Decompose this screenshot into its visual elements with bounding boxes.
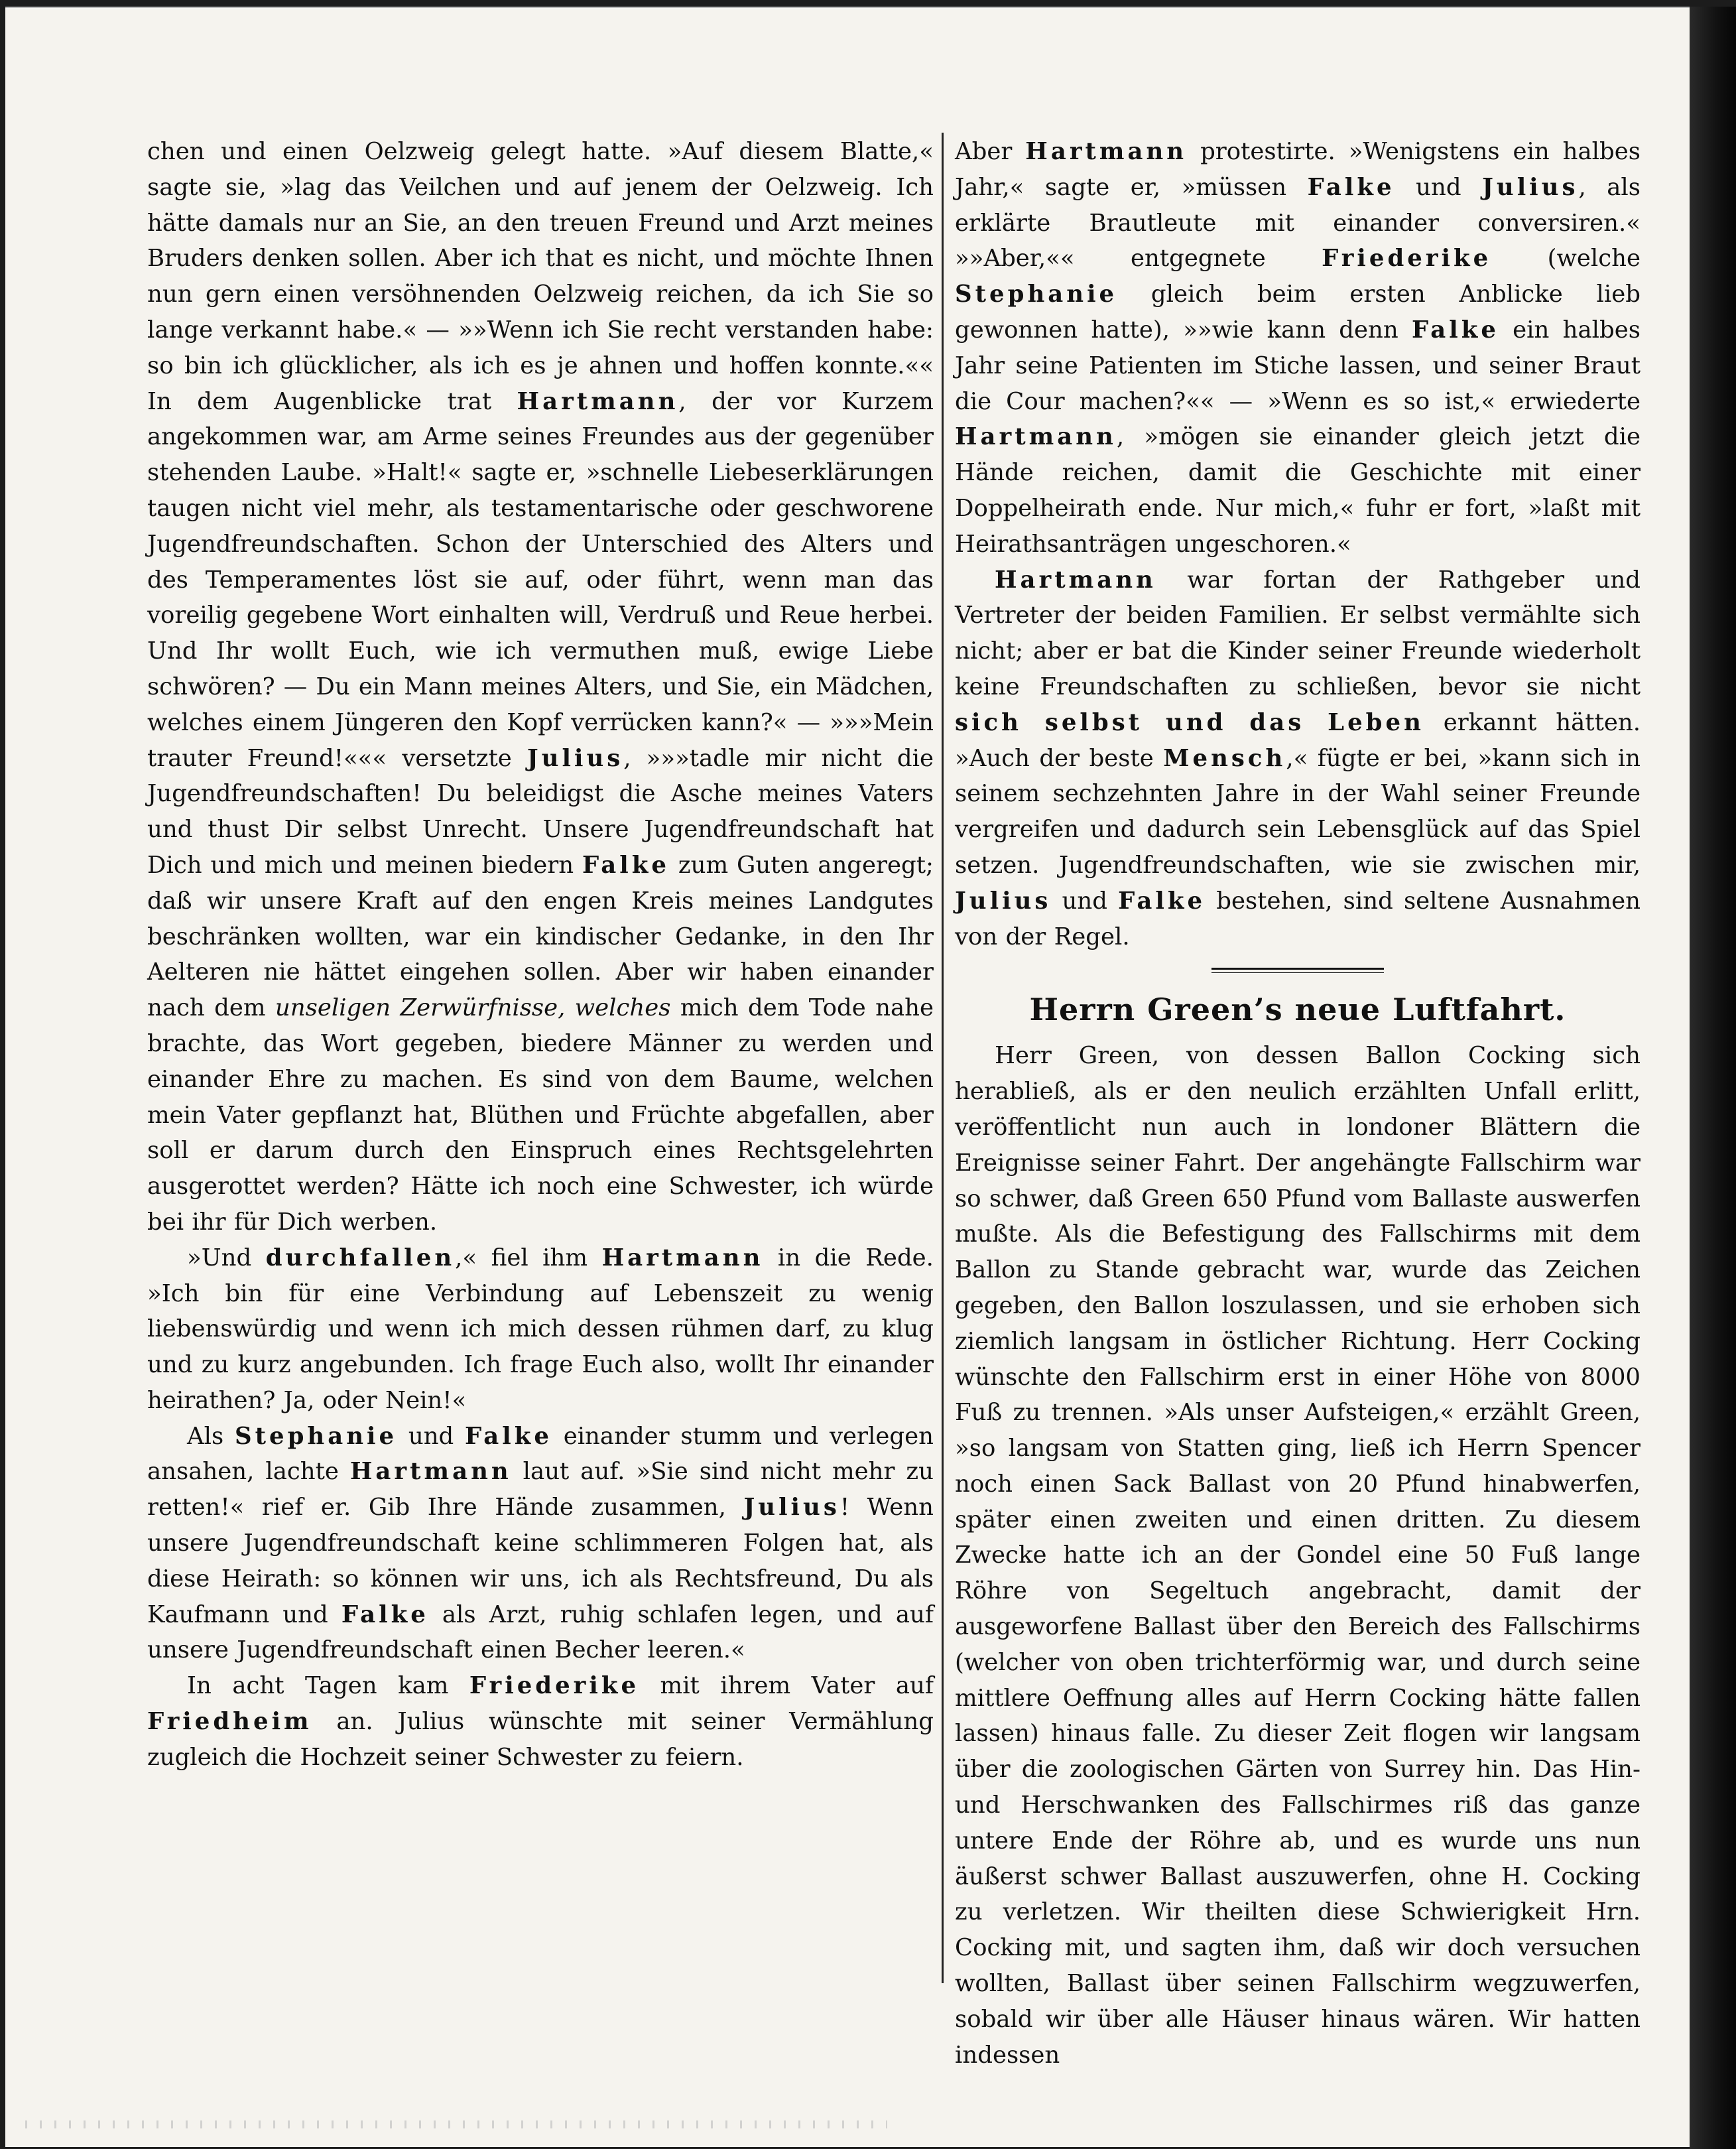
text-run: und bbox=[408, 1422, 454, 1450]
name-falke: Falke bbox=[1118, 887, 1206, 915]
text-run: , der vor Kurzem angekommen war, am Arme seines Freundes aus der gegenüber stehenden Laube. »Halt!« sagte er, »schnelle Liebeserklärungen taugen nicht viel mehr, als testamentarische oder geschworene Jugendfreundschaften. Schon der Unterschied des Alters und des Temperamentes löst sie auf, oder führt, wenn man das voreilig gegebene Wort einhalten will, Verdruß und Reue herbei. Und Ihr wollt Euch, wie ich vermuthen muß, ewige Liebe schwören? — Du ein Mann meines Alters, und Sie, ein Mädchen, welches einem Jüngeren den Kopf verrücken kann?« — »»»Mein trauter Freund!««« versetzte bbox=[147, 387, 934, 772]
name-julius: Julius bbox=[1482, 173, 1579, 201]
text-run: an. Julius wünschte mit seiner Vermählung zugleich die Hochzeit seiner Schwester zu feiern. bbox=[147, 1708, 934, 1771]
name-falke: Falke bbox=[341, 1600, 429, 1628]
name-julius: Julius bbox=[955, 887, 1052, 915]
left-paragraph-4 bbox=[147, 1668, 934, 1775]
name-hartmann: Hartmann bbox=[955, 423, 1117, 451]
scan-artifact bbox=[25, 2120, 887, 2128]
name-falke: Falke bbox=[582, 851, 670, 879]
column-divider bbox=[942, 133, 944, 1983]
right-paragraph-1 bbox=[955, 134, 1641, 562]
text-run: In acht Tagen kam bbox=[187, 1672, 449, 1700]
spaced-word: durchfallen bbox=[265, 1244, 456, 1271]
name-friedheim: Friedheim bbox=[147, 1708, 312, 1736]
text-run: gleich beim ersten Anblicke lieb gewonnen hatte), »»wie kann denn bbox=[955, 281, 1641, 344]
left-paragraph-1 bbox=[147, 134, 934, 1240]
name-hartmann: Hartmann bbox=[995, 566, 1156, 594]
text-run: in die Rede. »Ich bin für eine Verbindung auf Lebenszeit zu wenig liebenswürdig und wenn ich mich dessen rühmen darf, zu klug und zu kurz angebunden. Ich frage Euch also, wollt Ihr einander heirathen? Ja, oder Nein!« bbox=[147, 1244, 934, 1414]
text-run: zum Guten angeregt; daß wir unsere Kraft auf den engen Kreis meines Landgutes beschränken wollten, war ein kindischer Gedanke, in den Ihr Aelteren nie hättet eingehen sollen. Aber wir haben einander nach dem bbox=[147, 851, 934, 1022]
name-friederike: Friederike bbox=[1322, 245, 1492, 273]
spaced-phrase: sich selbst und das Leben bbox=[955, 708, 1424, 736]
name-stephanie: Stephanie bbox=[955, 281, 1118, 308]
text-run: (welche bbox=[1547, 245, 1641, 273]
text-run: bestehen, sind seltene Ausnahmen von der Regel. bbox=[955, 887, 1641, 950]
text-run: , »»»tadle mir nicht die Jugendfreundschaften! Du beleidigst die Asche meines Vaters und thust Dir selbst Unrecht. Unsere Jugendfreundschaft hat Dich und mich und meinen biedern bbox=[147, 744, 934, 879]
name-hartmann: Hartmann bbox=[1025, 138, 1188, 165]
text-run: Als bbox=[187, 1422, 224, 1450]
text-run: mit ihrem Vater auf bbox=[660, 1672, 934, 1700]
text-run: ,« fügte er bei, »kann sich in seinem sechzehnten Jahre in der Wahl seiner Freunde vergreifen und dadurch sein Lebensglück auf das Spiel setzen. Jugendfreundschaften, wie sie zwischen mir, bbox=[955, 744, 1641, 879]
left-column bbox=[147, 134, 934, 1776]
name-hartmann: Hartmann bbox=[349, 1458, 512, 1486]
text-run: als Arzt, ruhig schlafen legen, und auf unsere Jugendfreundschaft einen Becher leeren.« bbox=[147, 1600, 934, 1664]
spaced-word: Mensch bbox=[1163, 744, 1286, 772]
text-run: laut auf. »Sie sind nicht mehr zu retten!« rief er. Gib Ihre Hände zusammen, bbox=[147, 1458, 934, 1522]
text-run: einander stumm und verlegen ansahen, lachte bbox=[147, 1422, 934, 1486]
name-julius: Julius bbox=[743, 1494, 840, 1522]
text-run: Herr Green, von dessen Ballon Cocking sich herabließ, als er den neulich erzählten Unfall erlitt, veröffentlicht nun auch in londoner Blättern die Ereignisse seiner Fahrt. Der angehängte Fallschirm war so schwer, daß Green 650 Pfund vom Ballaste auswerfen mußte. Als die Befestigung des Fallschirms mit dem Ballon zu Stande gebracht war, wurde das Zeichen gegeben, den Ballon loszulassen, und sie erhoben sich ziemlich langsam in östlicher Richtung. Herr Cocking wünschte den Fallschirm erst in einer Höhe von 8000 Fuß zu trennen. »Als unser Aufsteigen,« erzählt Green, »so langsam von Statten ging, ließ ich Herrn Spencer noch einen Sack Ballast von 20 Pfund hinabwerfen, später einen zweiten und einen dritten. Zu diesem Zwecke hatte ich an der Gondel eine 50 Fuß lange Röhre von Segeltuch angebracht, damit der ausgeworfene Ballast über den Bereich des Fallschirms (welcher von oben trichterförmig war, und durch seine mittlere Oeffnung alles auf Herrn Cocking hätte fallen lassen) hinaus falle. Zu dieser Zeit flogen wir langsam über die zoologischen Gärten von Surrey hin. Das Hin- und Herschwanken des Fallschirmes riß das ganze untere Ende der Röhre ab, und es wurde uns nun äußerst schwer Ballast auszuwerfen, ohne H. Cocking zu verletzen. Wir theilten diese Schwierigkeit Hrn. Cocking mit, und sagten ihm, daß wir doch versuchen wollten, Ballast über seinen Fallschirm wegzuwerfen, sobald wir über alle Häuser hinaus wären. Wir hatten indessen bbox=[955, 1042, 1641, 2069]
text-run: chen und einen Oelzweig gelegt hatte. »Auf diesem Blatte,« sagte sie, »lag das Veilchen und auf jenem der Oelzweig. Ich hätte damals nur an Sie, an den treuen Freund und Arzt meines Bruders denken sollen. Aber ich that es nicht, und möchte Ihnen nun gern einen versöhnenden Oelzweig reichen, da ich Sie so lange verkannt habe.« — »»Wenn ich Sie recht verstanden habe: so bin ich glücklicher, als ich es je ahnen und hoffen konnte.«« In dem Augenblicke trat bbox=[147, 138, 934, 415]
name-falke: Falke bbox=[465, 1422, 552, 1450]
text-run: »Und bbox=[187, 1244, 252, 1271]
text-run: ,« fiel ihm bbox=[455, 1244, 588, 1271]
article-heading: Herrn Green’s neue Luftfahrt. bbox=[1029, 992, 1566, 1028]
name-falke: Falke bbox=[1412, 316, 1499, 344]
italic-text: unseligen Zerwürfnisse, welches bbox=[275, 994, 671, 1022]
left-paragraph-3 bbox=[147, 1419, 934, 1669]
name-hartmann: Hartmann bbox=[517, 387, 679, 415]
scan-edge-shadow bbox=[1690, 7, 1736, 2149]
name-hartmann: Hartmann bbox=[601, 1244, 764, 1271]
newspaper-page bbox=[5, 7, 1690, 2147]
name-stephanie: Stephanie bbox=[234, 1422, 398, 1450]
text-run: ! Wenn unsere Jugendfreundschaft keine schlimmeren Folgen hat, als diese Heirath: so können wir uns, ich als Rechtsfreund, Du als Kaufmann und bbox=[147, 1494, 934, 1628]
section-rule bbox=[1211, 968, 1384, 973]
text-run: war fortan der Rathgeber und Vertreter der beiden Familien. Er selbst vermählte sich nicht; aber er bat die Kinder seiner Freunde wiederholt keine Freundschaften zu schließen, bevor sie nicht bbox=[955, 566, 1641, 700]
name-falke: Falke bbox=[1307, 173, 1395, 201]
name-friederike: Friederike bbox=[469, 1672, 640, 1700]
text-run: ein halbes Jahr seine Patienten im Stiche lassen, und seiner Braut die Cour machen?«« — »Wenn es so ist,« erwiederte bbox=[955, 316, 1641, 415]
text-run: und bbox=[1062, 887, 1107, 915]
text-run: mich dem Tode nahe brachte, das Wort gegeben, biedere Männer zu werden und einander Ehre zu machen. Es sind von dem Baume, welchen mein Vater gepflanzt hat, Blüthen und Früchte abgefallen, aber soll er darum durch den Einspruch eines Rechtsgelehrten ausgerottet werden? Hätte ich noch eine Schwester, ich würde bei ihr für Dich werben. bbox=[147, 994, 934, 1236]
name-julius: Julius bbox=[527, 744, 624, 772]
text-run: , als erklärte Brautleute mit einander conversiren.« »»Aber,«« entgegnete bbox=[955, 173, 1641, 273]
text-run: protestirte. »Wenigstens ein halbes Jahr,« sagte er, »müssen bbox=[955, 138, 1641, 201]
right-paragraph-2 bbox=[955, 562, 1641, 955]
text-run: erkannt hätten. »Auch der beste bbox=[955, 708, 1641, 772]
left-paragraph-2 bbox=[147, 1240, 934, 1419]
right-paragraph-3 bbox=[955, 1038, 1641, 2073]
text-run: Aber bbox=[955, 138, 1013, 165]
right-column bbox=[955, 134, 1641, 2073]
text-run: , »mögen sie einander gleich jetzt die Hände reichen, damit die Geschichte mit einer Doppelheirath ende. Nur mich,« fuhr er fort, »laßt mit Heirathsanträgen ungeschoren.« bbox=[955, 423, 1641, 558]
text-run: und bbox=[1416, 173, 1461, 201]
